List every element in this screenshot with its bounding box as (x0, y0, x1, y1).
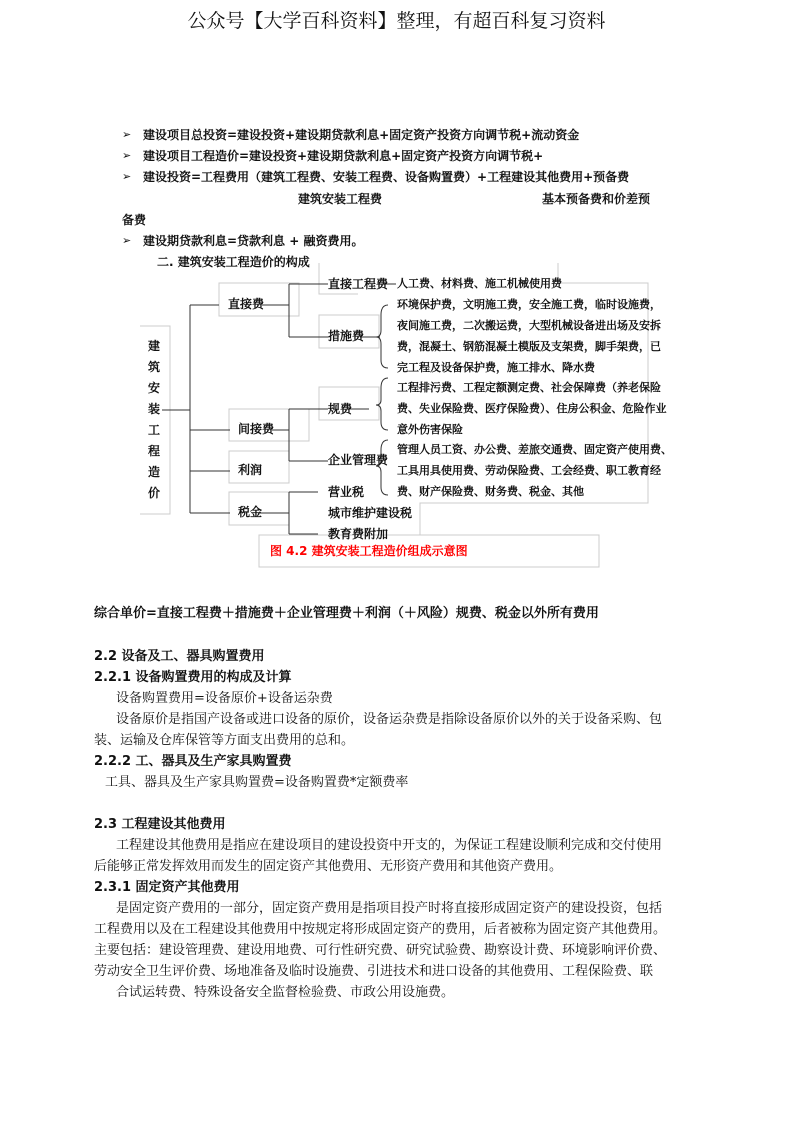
note-right: 基本预备费和价差预 (542, 192, 651, 206)
node-direct-eng: 直接工程费 (328, 277, 389, 291)
paragraph-line: 工程建设其他费用是指应在建设项目的建设投资中开支的，为保证工程建设顺利完成和交付使用 (116, 838, 663, 853)
node-tax: 税金 (238, 505, 263, 519)
paragraph-line: 主要包括：建设管理费、建设用地费、可行性研究费、研究试验费、勘察设计费、环境影响评价费、 (94, 943, 667, 958)
section-heading: 2.2.2 工、器具及生产家具购置费 (94, 754, 292, 769)
section-heading: 2.2 设备及工、器具购置费用 (94, 649, 265, 664)
section-heading: 2.3 工程建设其他费用 (94, 817, 226, 832)
node-mgmt: 企业管理费 (328, 453, 389, 467)
note-continued: 备费 (122, 213, 147, 227)
paragraph-line: 劳动安全卫生评价费、场地准备及临时设施费、引进技术和进口设备的其他费用、工程保险费、联 (94, 964, 654, 979)
paragraph-line: 装、运输及仓库保管等方面支出费用的总和。 (94, 733, 355, 748)
paragraph-line: 工具、器具及生产家具购置费=设备购置费*定额费率 (105, 775, 409, 790)
mgmt-items: 管理人员工资、办公费、差旅交通费、固定资产使用费、 (397, 443, 672, 456)
node-profit: 利润 (238, 463, 263, 477)
measure-items: 环境保护费，文明施工费，安全施工费，临时设施费， (397, 298, 661, 311)
node-tax-item: 营业税 (328, 485, 365, 499)
mgmt-items: 费、财产保险费、财务费、税金、其他 (397, 485, 584, 498)
bullet-item: 建设项目工程造价=建设投资+建设期贷款利息+固定资产投资方向调节税+ (143, 149, 544, 163)
bullet-arrow-icon: ➢ (122, 234, 132, 247)
measure-items: 完工程及设备保护费，施工排水、降水费 (397, 361, 595, 374)
bullet-item: 建设项目总投资=建设投资+建设期贷款利息+固定资产投资方向调节税+流动资金 (143, 128, 580, 142)
node-indirect: 间接费 (238, 422, 275, 436)
node-tax-item: 教育费附加 (328, 527, 389, 541)
mgmt-items: 工具用具使用费、劳动保险费、工会经费、职工教育经 (397, 464, 661, 477)
diagram-root-label: 建 筑 安 装 工 程 造 价 (147, 339, 160, 500)
section-heading: 2.2.1 设备购置费用的构成及计算 (94, 670, 292, 685)
node-measures: 措施费 (328, 329, 365, 343)
measure-items: 夜间施工费，二次搬运费，大型机械设备进出场及安拆 (397, 319, 661, 332)
paragraph-line: 合试运转费、特殊设备安全监督检验费、市政公用设施费。 (116, 985, 455, 1000)
fee-items: 意外伤害保险 (397, 423, 463, 436)
figure-caption: 图 4.2 建筑安装工程造价组成示意图 (270, 544, 468, 558)
node-fees: 规费 (328, 402, 353, 416)
fee-items: 费、失业保险费、医疗保险费）、住房公积金、危险作业 (397, 402, 667, 415)
paragraph-line: 工程费用以及在工程建设其他费用中按规定将形成固定资产的费用，后者被称为固定资产其他费用。 (94, 922, 667, 937)
node-direct: 直接费 (228, 297, 265, 311)
bullet-item: 建设投资=工程费用（建筑工程费、安装工程费、设备购置费）+工程建设其他费用+预备费 (143, 170, 630, 184)
node-tax-item: 城市维护建设税 (328, 506, 413, 520)
page-header: 公众号【大学百科资料】整理，有超百科复习资料 (187, 10, 606, 32)
section-heading: 2.3.1 固定资产其他费用 (94, 880, 240, 895)
paragraph-line: 是固定资产费用的一部分，固定资产费用是指项目投产时将直接形成固定资产的建设投资，包括 (116, 901, 663, 916)
section-heading: 二. 建筑安装工程造价的构成 (157, 255, 310, 269)
direct-eng-items: 人工费、材料费、施工机械使用费 (397, 277, 562, 290)
fee-items: 工程排污费、工程定额测定费、社会保障费（养老保险 (397, 381, 661, 394)
bullet-arrow-icon: ➢ (122, 149, 132, 162)
paragraph-line: 设备购置费用=设备原价+设备运杂费 (116, 691, 333, 706)
unit-price-formula: 综合单价=直接工程费＋措施费＋企业管理费＋利润（＋风险）规费、税金以外所有费用 (94, 606, 599, 621)
measure-items: 费，混凝土、钢筋混凝土模版及支架费，脚手架费，已 (397, 340, 661, 353)
bullet-arrow-icon: ➢ (122, 128, 132, 141)
paragraph-line: 设备原价是指国产设备或进口设备的原价，设备运杂费是指除设备原价以外的关于设备采购、包 (116, 712, 663, 727)
bullet-item: 建设期贷款利息=贷款利息 + 融资费用。 (143, 234, 364, 248)
note-left: 建筑安装工程费 (298, 192, 383, 206)
paragraph-line: 后能够正常发挥效用而发生的固定资产其他费用、无形资产费用和其他资产费用。 (94, 859, 563, 874)
bullet-arrow-icon: ➢ (122, 170, 132, 183)
